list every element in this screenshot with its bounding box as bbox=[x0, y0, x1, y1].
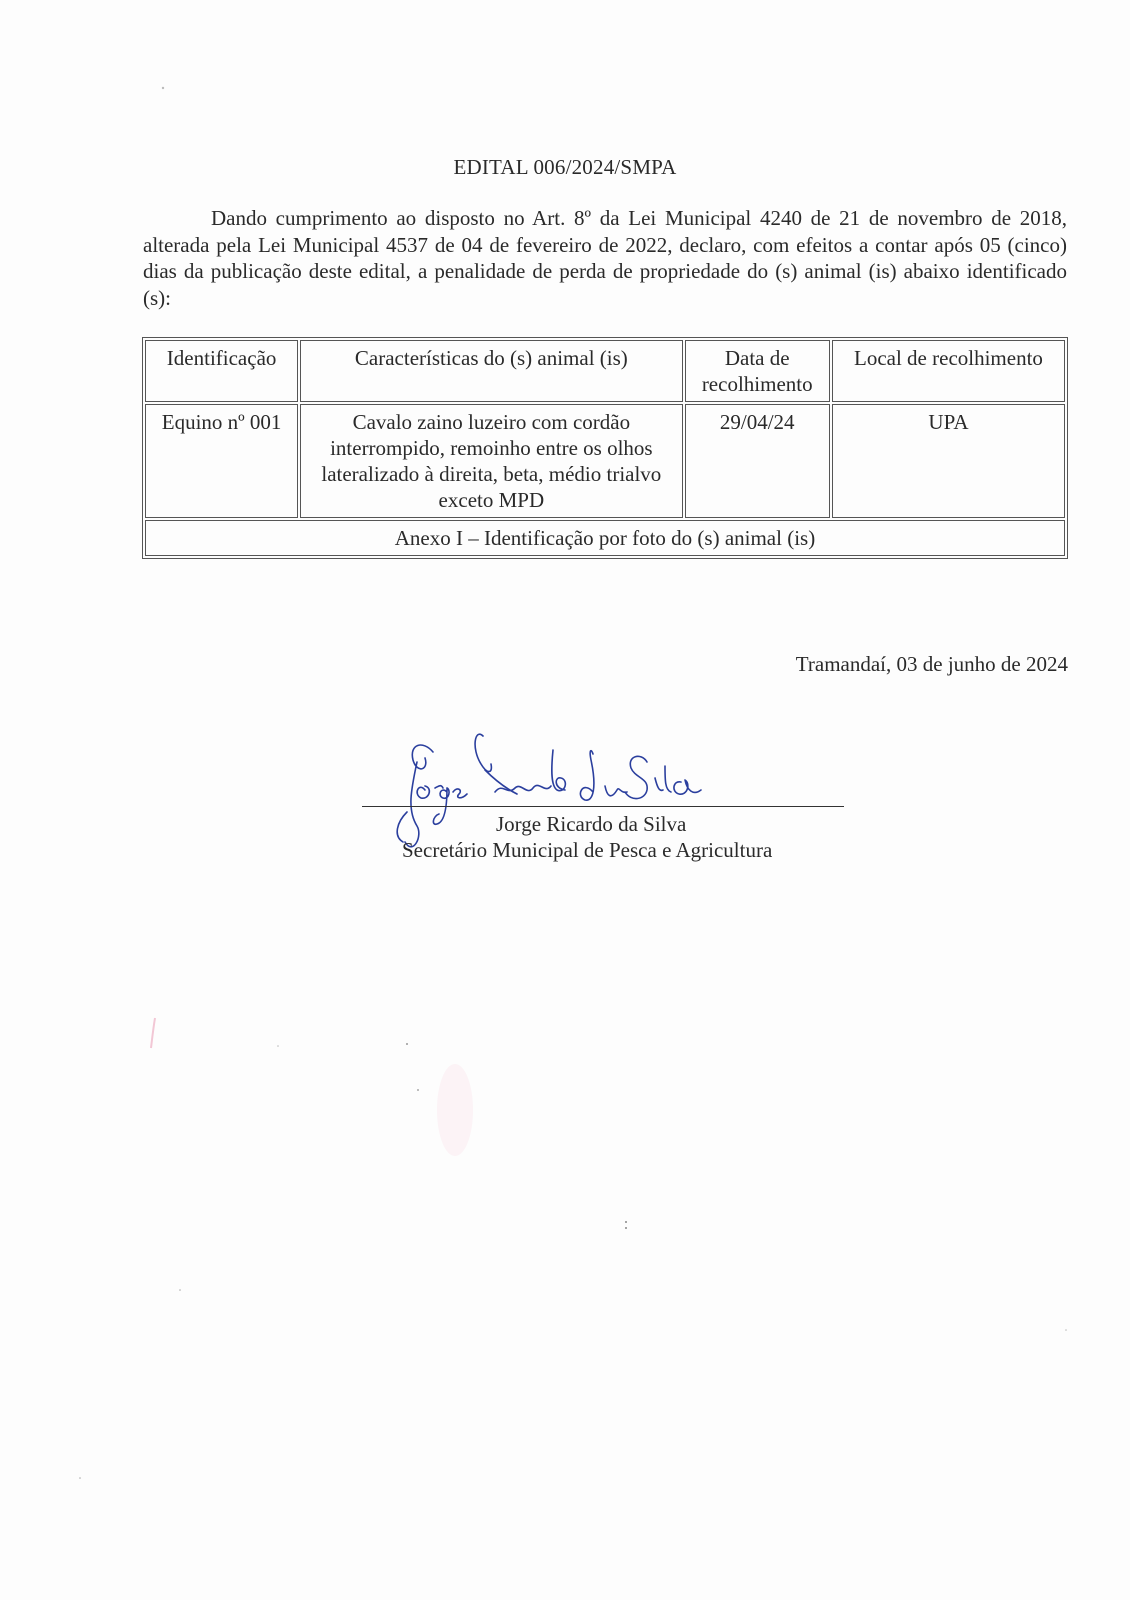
annex-row bbox=[145, 520, 1065, 556]
signer-role: Secretário Municipal de Pesca e Agricultura bbox=[402, 838, 773, 862]
cell-identificacao: Equino nº 001 bbox=[145, 404, 298, 518]
cell-caracteristicas: Cavalo zaino luzeiro com cordão interrompido, remoinho entre os olhos lateralizado à direita, beta, médio trialvo exceto MPD bbox=[300, 404, 682, 518]
header-identificacao: Identificação bbox=[145, 340, 298, 402]
signer-name: Jorge Ricardo da Silva bbox=[496, 812, 687, 836]
header-caracteristicas: Características do (s) animal (is) bbox=[300, 340, 682, 402]
intro-paragraph: Dando cumprimento ao disposto no Art. 8º da Lei Municipal 4240 de 21 de novembro de 2018, alterada pela Lei Municipal 4537 de 04 de fevereiro de 2022, declaro, com efeitos a contar após 05 (cinco) dias da publicação deste edital, a penalidade de perda de propriedade do (s) animal (is) abaixo identificado (s): bbox=[143, 206, 1067, 310]
header-data-recolhimento: Data de recolhimento bbox=[685, 340, 830, 402]
cell-data-recolhimento: 29/04/24 bbox=[685, 404, 830, 518]
table-header-row bbox=[145, 340, 1065, 402]
place-date: Tramandaí, 03 de junho de 2024 bbox=[795, 652, 1068, 676]
table-row bbox=[145, 404, 1065, 518]
annex-cell: Anexo I – Identificação por foto do (s) animal (is) bbox=[145, 520, 1065, 556]
signature-line bbox=[362, 806, 844, 807]
header-local-recolhimento: Local de recolhimento bbox=[832, 340, 1065, 402]
cell-local-recolhimento: UPA bbox=[832, 404, 1065, 518]
document-title: EDITAL 006/2024/SMPA bbox=[453, 155, 677, 179]
animals-table bbox=[142, 337, 1068, 559]
